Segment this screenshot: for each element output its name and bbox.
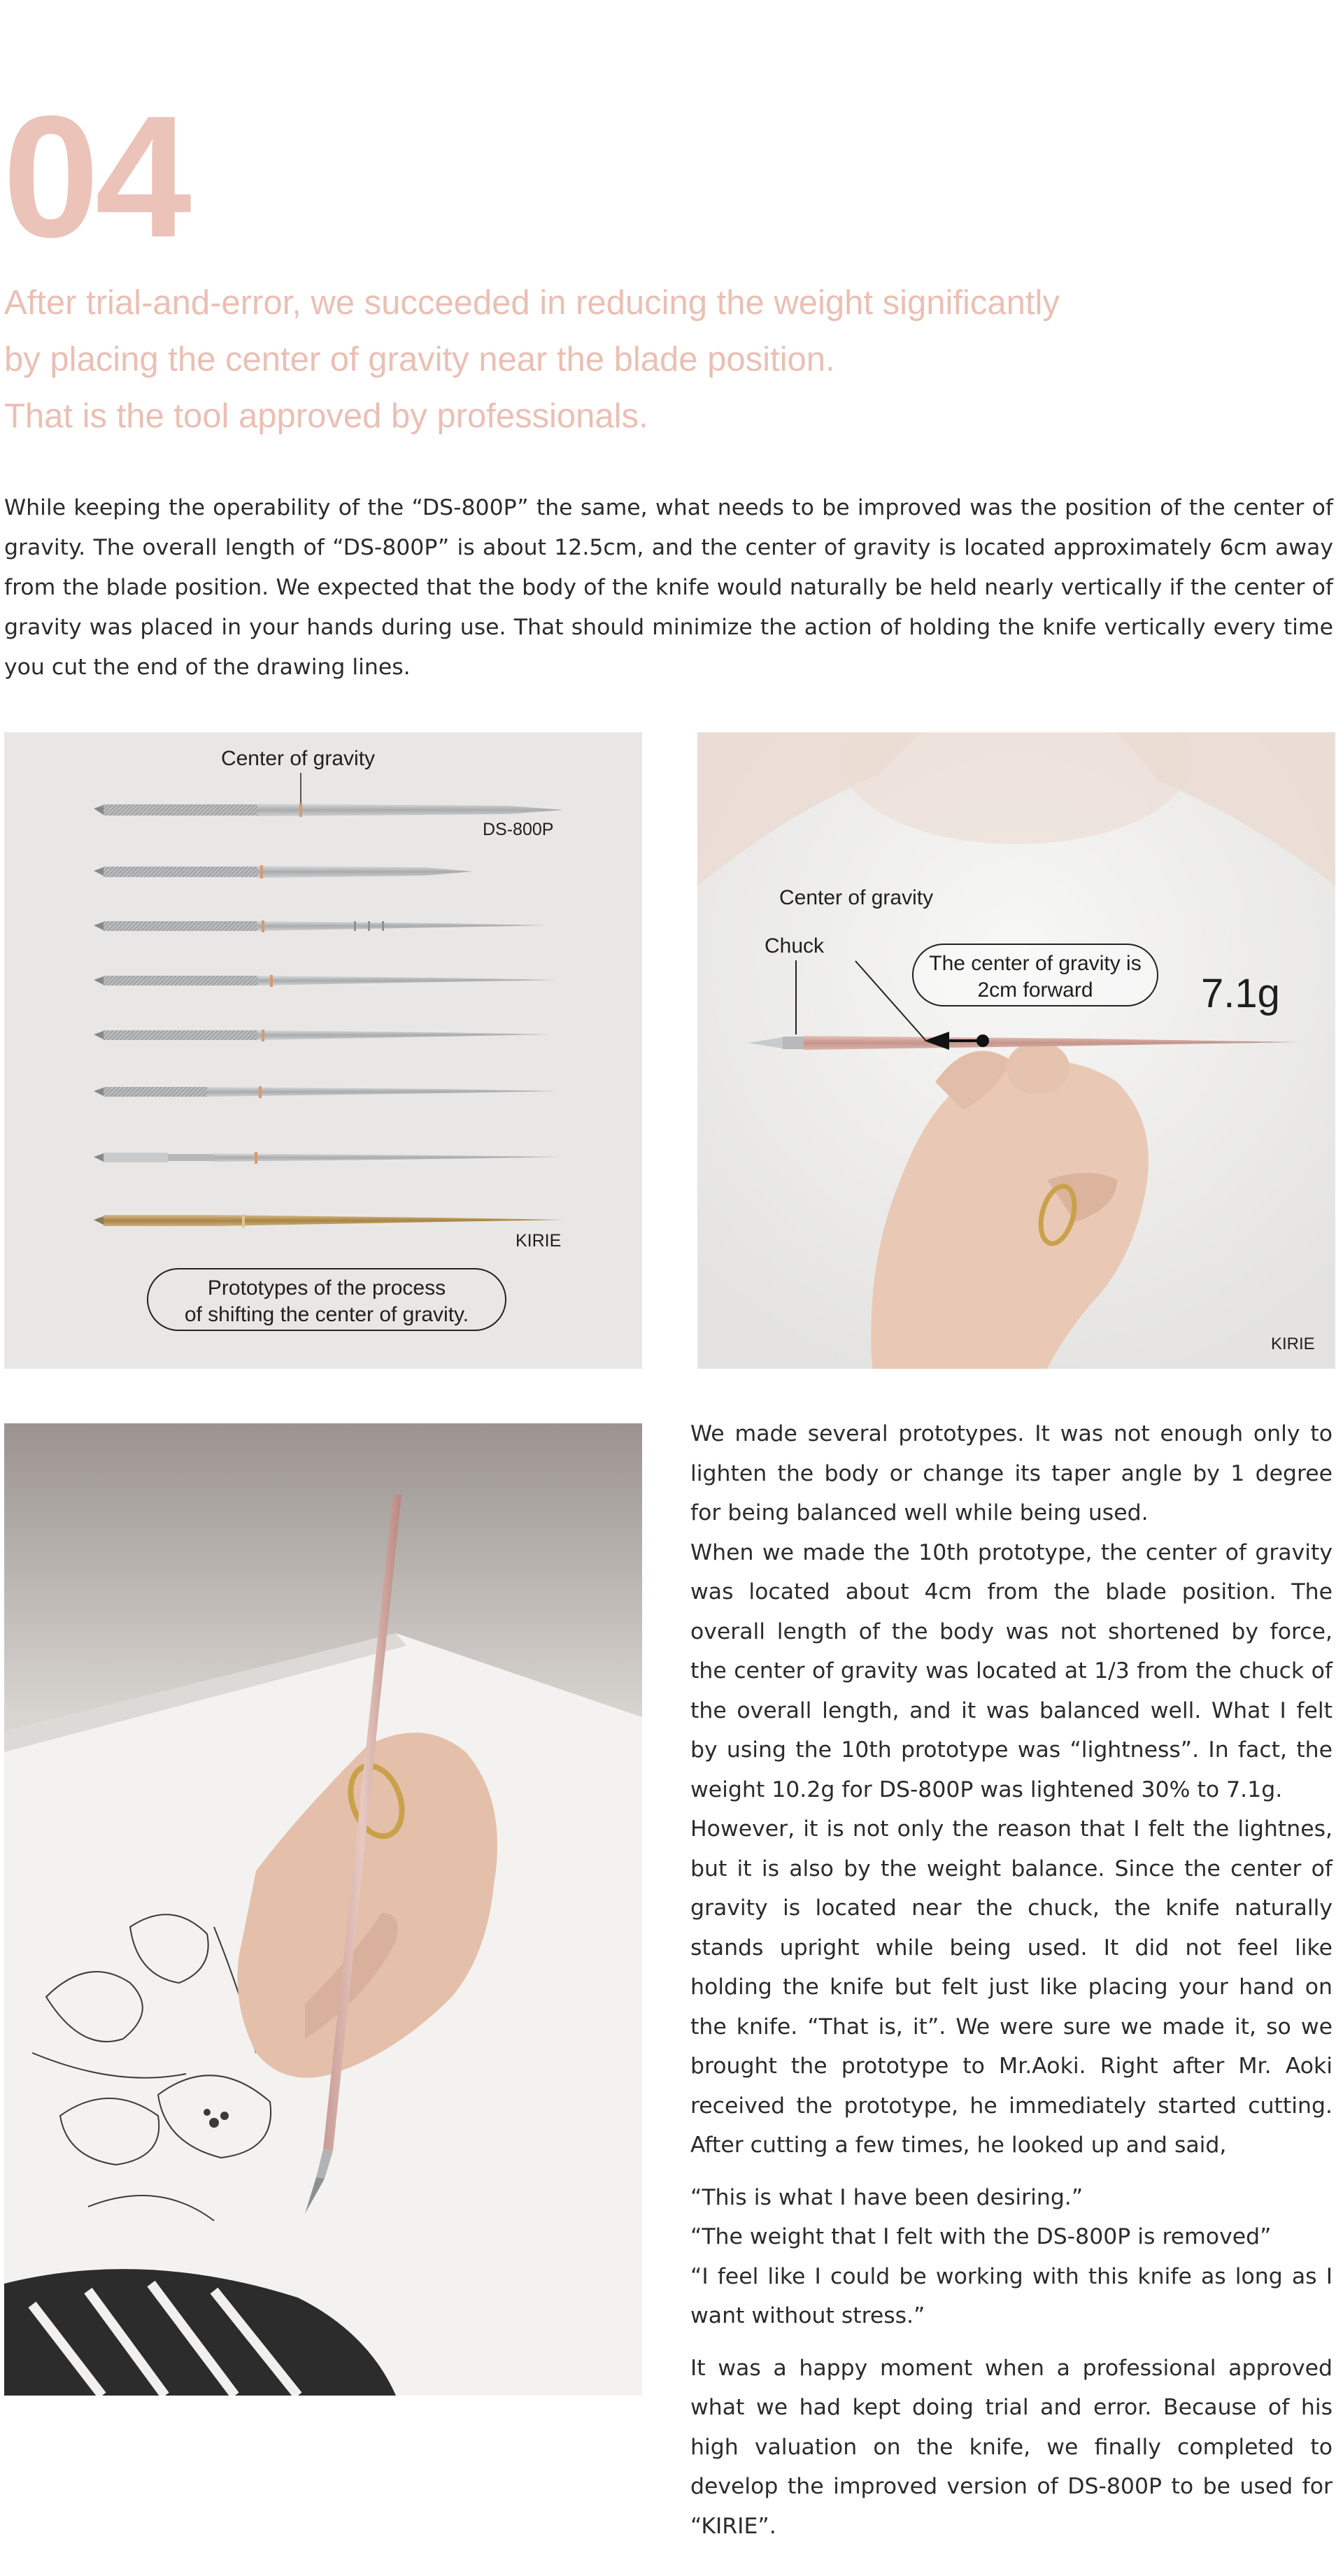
quote-3: “I feel like I could be working with this knife as long as I want without stress.” bbox=[690, 2263, 1333, 2328]
prototypes-caption-line-1: Prototypes of the process bbox=[207, 1276, 446, 1300]
weight-label: 7.1g bbox=[1201, 971, 1280, 1016]
section-headline bbox=[4, 275, 1193, 445]
chuck-label: Chuck bbox=[765, 934, 825, 958]
prototype-knife-2 bbox=[94, 865, 473, 878]
prototype-knife-6 bbox=[94, 1086, 557, 1098]
prototype-knife-8-kirie bbox=[94, 1214, 564, 1227]
cutting-paper-photo bbox=[4, 1423, 642, 2396]
intro-paragraph: While keeping the operability of the “DS-800P” the same, what needs to be improved was the position of the center of gravity. The overall length of “DS-800P” is about 12.5cm, and the center of gravity is located approximately 6cm away from the blade position. We expected that the body of the knife would naturally be held nearly vertically if the center of gravity was placed in your hands during use. That should minimize the action of holding the knife vertically every time you cut the end of the drawing lines. bbox=[4, 495, 1333, 680]
prototypes-photo bbox=[4, 732, 642, 1369]
prototype-knife-3 bbox=[94, 920, 546, 932]
ds800p-label: DS-800P bbox=[483, 820, 554, 839]
quote-2: “The weight that I felt with the DS-800P is removed” bbox=[690, 2224, 1272, 2249]
story-paragraph-3: However, it is not only the reason that I felt the lightnes, but it is also by the weight balance. Since the center of gravity is located near the chuck, the knife naturally stands upright while being used. It did not feel like holding the knife but felt just like placing your hand on the knife. “That is, it”. We were sure we made it, so we brought the prototype to Mr.Aoki. Right after Mr. Aoki received the prototype, he immediately started cutting. After cutting a few times, he looked up and said, bbox=[690, 1816, 1333, 2158]
hand-holding-knife-photo bbox=[697, 732, 1335, 1369]
prototype-knife-1 bbox=[94, 803, 564, 817]
headline-line-1: After trial-and-error, we succeeded in reducing the weight significantly bbox=[4, 284, 1060, 322]
prototype-knife-7 bbox=[94, 1152, 564, 1164]
kirie-label: KIRIE bbox=[516, 1231, 562, 1251]
headline-line-3: That is the tool approved by professionals. bbox=[4, 397, 648, 435]
prototype-knife-5 bbox=[94, 1030, 550, 1041]
story-paragraph-4: It was a happy moment when a professional approved what we had kept doing trial and error. Because of his high valuation on the knife, we finally completed to develop the improved version of DS-800P to be used for “KIRIE”. bbox=[690, 2355, 1333, 2539]
callout-line-2: 2cm forward bbox=[977, 979, 1093, 1002]
callout-line-1: The center of gravity is bbox=[929, 952, 1142, 975]
headline-line-2: by placing the center of gravity near the blade position. bbox=[4, 341, 835, 378]
prototype-knife-4 bbox=[94, 975, 557, 987]
story-paragraph-2: When we made the 10th prototype, the center of gravity was located about 4cm from the blade position. The overall length of the body was not shortened by force, the center of gravity was located at 1/3 from the chuck of the overall length, and it was balanced well. What I felt by using the 10th prototype was “lightness”. In fact, the weight 10.2g for DS-800P was lightened 30% to 7.1g. bbox=[690, 1539, 1333, 1802]
brand-label: KIRIE bbox=[1271, 1335, 1315, 1353]
story-paragraph-1: We made several prototypes. It was not enough only to lighten the body or change its taper angle by 1 degree for being balanced well while being used. bbox=[690, 1421, 1333, 1525]
center-of-gravity-label: Center of gravity bbox=[779, 886, 934, 909]
section-number: 04 bbox=[3, 79, 187, 273]
prototypes-caption-line-2: of shifting the center of gravity. bbox=[184, 1303, 469, 1326]
center-of-gravity-label: Center of gravity bbox=[220, 747, 376, 770]
story-text bbox=[690, 1414, 1333, 2546]
quote-1: “This is what I have been desiring.” bbox=[690, 2184, 1083, 2210]
